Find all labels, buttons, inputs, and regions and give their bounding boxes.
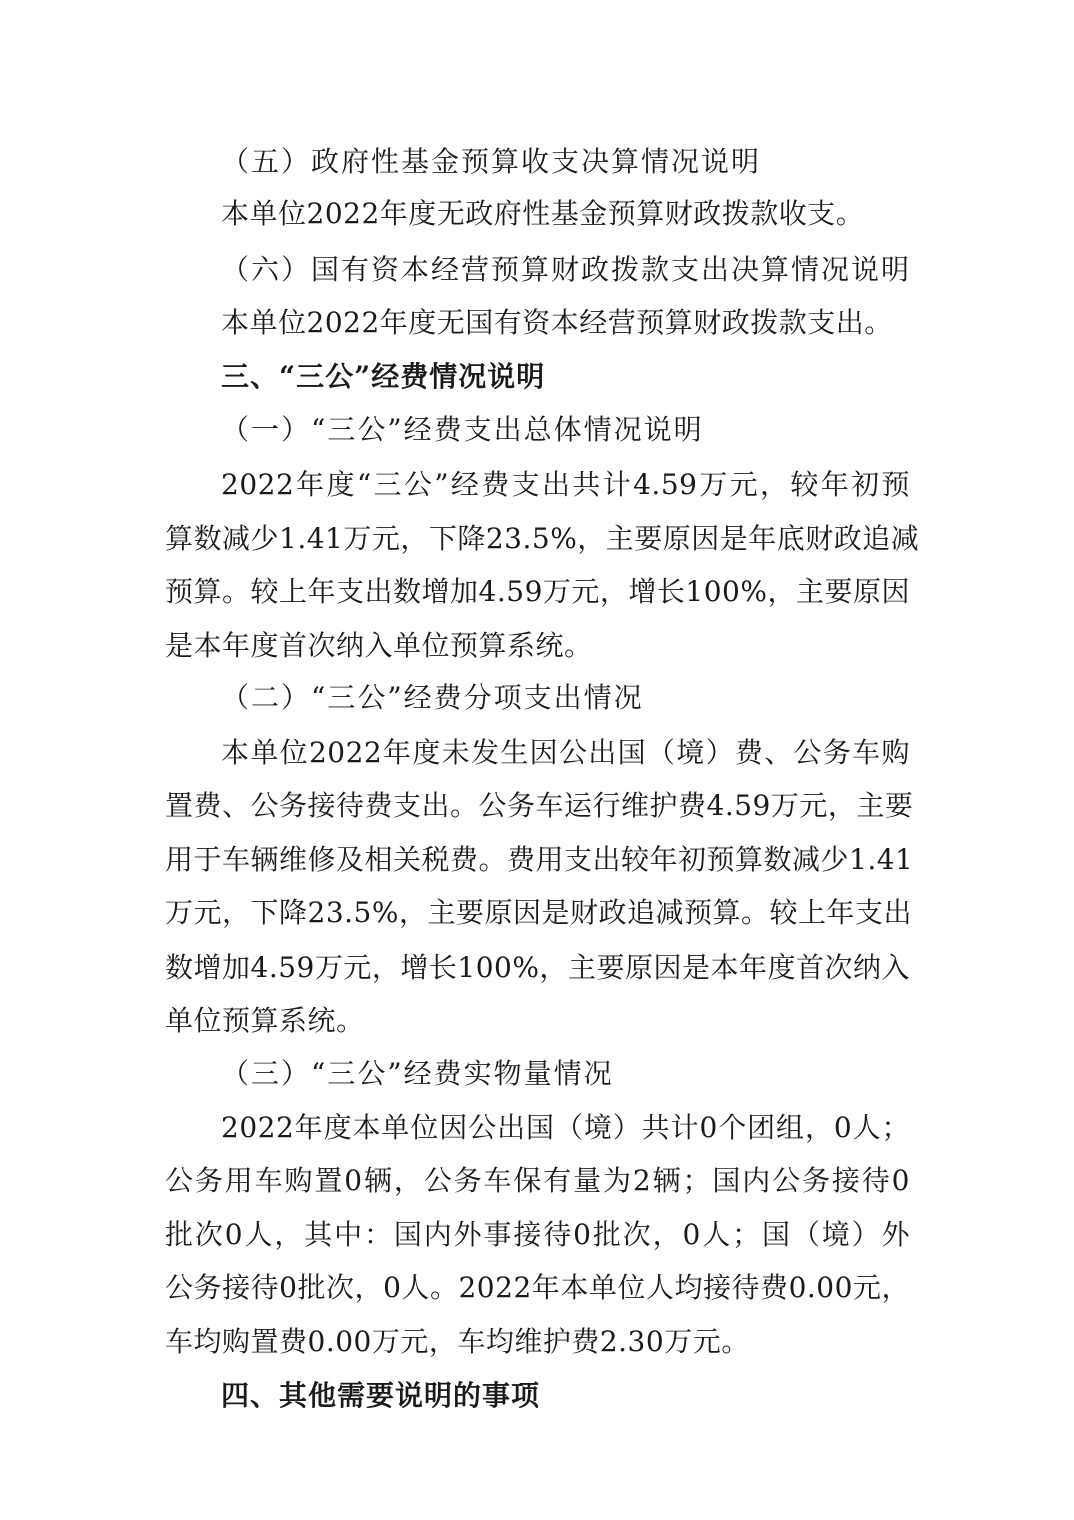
paragraph-itemized-line-3: 用于车辆维修及相关税费。费用支出较年初预算数减少1.41: [165, 843, 914, 876]
section-three-public-expenses: 三、“三公”经费情况说明: [221, 360, 546, 393]
heading-state-capital-budget: （六）国有资本经营预算财政拨款支出决算情况说明: [221, 253, 912, 286]
paragraph-physical-line-3: 批次0人，其中：国内外事接待0批次，0人；国（境）外: [165, 1218, 910, 1251]
paragraph-itemized-line-6: 单位预算系统。: [165, 1004, 365, 1037]
paragraph-overall-line-4: 是本年度首次纳入单位预算系统。: [165, 629, 593, 662]
paragraph-physical-line-4: 公务接待0批次，0人。2022年本单位人均接待费0.00元，: [165, 1271, 910, 1304]
heading-physical-quantity: （三）“三公”经费实物量情况: [221, 1057, 614, 1090]
paragraph-physical-line-5: 车均购置费0.00万元，车均维护费2.30万元。: [165, 1325, 750, 1358]
paragraph-physical-line-1: 2022年度本单位因公出国（境）共计0个团组，0人；: [221, 1111, 910, 1144]
paragraph-overall-line-2: 算数减少1.41万元，下降23.5%，主要原因是年底财政追减: [165, 522, 920, 555]
paragraph-itemized-line-1: 本单位2022年度未发生因公出国（境）费、公务车购: [221, 736, 910, 769]
paragraph-itemized-line-4: 万元，下降23.5%，主要原因是财政追减预算。较上年支出: [165, 896, 912, 929]
heading-itemized-expenses: （二）“三公”经费分项支出情况: [221, 681, 644, 714]
paragraph-physical-line-2: 公务用车购置0辆，公务车保有量为2辆；国内公务接待0: [165, 1164, 910, 1197]
paragraph-government-fund-budget: 本单位2022年度无政府性基金预算财政拨款收支。: [221, 197, 865, 230]
heading-overall-expenses: （一）“三公”经费支出总体情况说明: [221, 413, 704, 446]
paragraph-overall-line-1: 2022年度“三公”经费支出共计4.59万元，较年初预: [221, 468, 910, 501]
paragraph-overall-line-3: 预算。较上年支出数增加4.59万元，增长100%，主要原因: [165, 575, 910, 608]
heading-government-fund-budget: （五）政府性基金预算收支决算情况说明: [221, 145, 762, 178]
section-other-matters: 四、其他需要说明的事项: [221, 1379, 541, 1412]
paragraph-itemized-line-2: 置费、公务接待费支出。公务车运行维护费4.59万元，主要: [165, 789, 914, 822]
paragraph-itemized-line-5: 数增加4.59万元，增长100%，主要原因是本年度首次纳入: [165, 951, 910, 984]
paragraph-state-capital-budget: 本单位2022年度无国有资本经营预算财政拨款支出。: [221, 306, 893, 339]
